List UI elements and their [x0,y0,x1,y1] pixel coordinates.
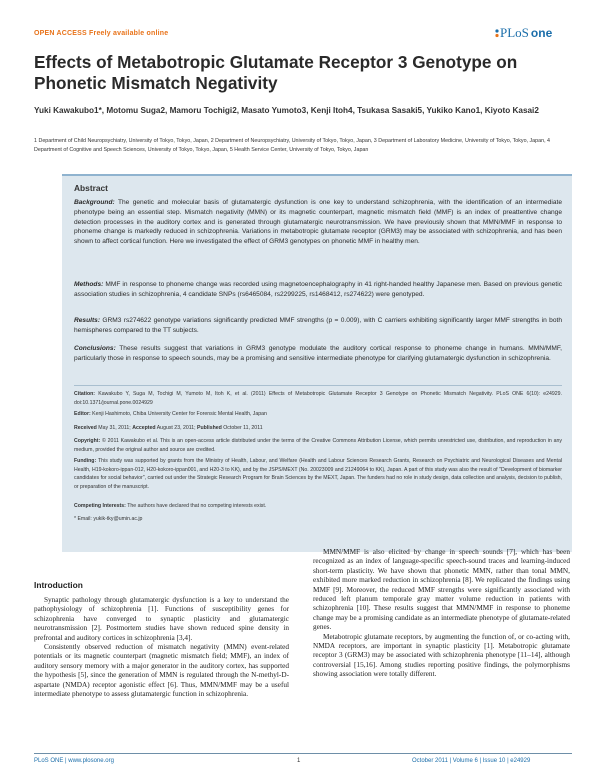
paragraph: Synaptic pathology through glutamatergic dysfunction is a key to understand the pathophysiology of schizophrenia [1]. Functions of susceptibility genes for schizophrenia have converged to synaptic plasticity and glutamatergic neurotransmission [2]. Postmortem studies have shown reduced spine density in prefrontal and auditory cortices in schizophrenia [3,4]. [34,596,289,642]
introduction-heading: Introduction [34,580,83,590]
competing-interests [74,502,562,511]
logo-one-text: one [530,26,553,40]
abstract-results [74,316,562,336]
open-access-label [34,30,168,37]
accepted-label: Accepted [132,425,156,431]
body-left-column [34,596,289,699]
logo-plos-text: PLoS [500,25,529,40]
abstract-methods [74,280,562,300]
abstract-background [74,198,562,247]
plos-one-logo [500,24,552,42]
results-label: Results: [74,317,101,324]
citation [74,390,562,407]
editor-label: Editor: [74,411,91,417]
editor [74,410,562,419]
author-list: Yuki Kawakubo1*, Motomu Suga2, Mamoru Tochigi2, Masato Yumoto3, Kenji Itoh4, Tsukasa Sasaki5, Yukiko Kano1, Kiyoto Kasai2 [34,106,539,115]
affiliations: 1 Department of Child Neuropsychiatry, University of Tokyo, Tokyo, Japan, 2 Department of Neuropsychiatry, University of Tokyo, Tokyo, Japan, 3 Department of Laboratory Medicine, University of Tokyo, Tokyo, Japan, 4 Department of Cognitive and Speech Sciences, University of Tokyo, Tokyo, Japan, 5 Health Service Center, University of Tokyo, Tokyo, Japan [34,138,551,154]
competing-label: Competing Interests: [74,503,126,509]
open-access-text: OPEN ACCESS Freely available online [34,30,169,37]
abstract-conclusions [74,344,562,364]
body-right-column [313,548,570,680]
paragraph: MMN/MMF is also elicited by change in speech sounds [7], which has been recognized as an index of language-specific speech-sound traces and learning-induced short-term plasticity. We have shown that phonetic MMN, rather than tonal MMN, exhibited more marked reduction in schizophrenia [8]. We replicated the findings using MMF [9]. Moreover, the reduced MMF strengths were significantly associated with reduced left planum temporale gray matter volume reduction in patients with schizophrenia [10]. These results suggest that MMN/MMF in response to phoneme change may be a promising candidate as an intermediate phenotype of glutamate-related genes. [313,548,570,632]
conclusions-text: These results suggest that variations in GRM3 genotype modulate the auditory cortical response to phoneme change in humans. MMN/MMF, particularly those in response to speech sounds, may be a promising and sensitive intermediate phenotype for clarifying glutamatergic dysfunction in schizophrenia. [74,345,562,362]
footer-rule [34,753,572,754]
editor-text: Kenji Hashimoto, Chiba University Center for Forensic Mental Health, Japan [92,411,267,417]
accepted-date: August 23, 2011; [156,425,196,431]
abstract-divider [74,385,562,386]
copyright-label: Copyright: [74,438,101,444]
dates [74,424,562,433]
methods-text: MMF in response to phoneme change was recorded using magnetoencephalography in 41 right-handed healthy Japanese men. Based on previous genetic association studies in schizophrenia, 4 candidate SNPs (rs6465084, rs2299225, rs1468412, rs274622) were genotyped. [74,281,562,298]
background-label: Background: [74,199,115,206]
article-title: Effects of Metabotropic Glutamate Receptor 3 Genotype on Phonetic Mismatch Negativity [34,52,518,93]
footer-journal-url[interactable]: PLoS ONE | www.plosone.org [34,758,114,764]
corresponding-email [74,515,562,524]
paragraph: Consistently observed reduction of mismatch negativity (MMN) event-related potentials or its magnetic counterpart (magnetic mismatch field; MMF), an index of auditory sensory memory with a major generator in the auditory cortex, has supported the hypothesis [5], since the generation of MMN is regulated through the N-methyl-D-aspartate (NMDA) receptor agonistic effect [6]. Thus, MMN/MMF may be a useful intermediate phenotype to assess glutamatergic function in schizophrenia. [34,643,289,699]
funding-label: Funding: [74,458,97,464]
abstract-top-rule [62,174,572,176]
received-date: May 31, 2011; [98,425,131,431]
competing-text: The authors have declared that no competing interests exist. [127,503,267,509]
conclusions-label: Conclusions: [74,345,116,352]
published-date: October 11, 2011 [223,425,263,431]
copyright-text: © 2011 Kawakubo et al. This is an open-access article distributed under the terms of the Creative Commons Attribution License, which permits unrestricted use, distribution, and reproduction in any medium, provided the original author and source are credited. [74,438,562,453]
funding [74,457,562,491]
footer-issue: October 2011 | Volume 6 | Issue 10 | e24929 [412,758,531,764]
citation-text: Kawakubo Y, Suga M, Tochigi M, Yumoto M, Itoh K, et al. (2011) Effects of Metabotropic Glutamate Receptor 3 Genotype on Phonetic Mismatch Negativity. PLoS ONE 6(10): e24929. doi:10.1371/journal.pone.0024929 [74,391,562,406]
copyright [74,437,562,454]
funding-text: This study was supported by grants from the Ministry of Health, Labour, and Welfare (Health and Labour Sciences Research Grants, Research on Psychiatric and Neurological Diseases and Mental Health, H19-kokoro-ippan-012, H20-kokoro-ippan001, and H20-3 to KK), and by the JSPS/MEXT (No. 20023009 and 21249064 to KK), Japan. A part of this study was also the result of "Development of biomarker candidates for social behavior", carried out under the Strategic Research Program for Brain Sciences by the MEXT, Japan. The funders had no role in study design, data collection and analysis, decision to publish, or preparation of the manuscript. [74,458,562,490]
background-text: The genetic and molecular basis of glutamatergic dysfunction is one key to understand schizophrenia, with the identification of an intermediate phenotype being an essential step. Mismatch negativity (MMN) or its magnetic counterpart, magnetic mismatch field (MMF) is an index of preattentive change detection processes in the auditory cortex and is generated through glutamatergic neurotransmission. We have previously shown that MMN/MMF in response to phoneme change is markedly reduced in schizophrenia. Variations in metabotropic glutamate receptor (GRM3) may be associated with schizophrenia, and has been shown to affect cortical function. Here we investigated the effect of GRM3 genotypes on phonetic MMF in healthy men. [74,199,563,246]
citation-label: Citation: [74,391,96,397]
results-text: GRM3 rs274622 genotype variations significantly predicted MMF strengths (p = 0.009), with C carriers exhibiting significantly larger MMF strengths in both hemispheres compared to the TT subjects. [74,317,562,334]
received-label: Received [74,425,97,431]
published-label: Published [197,425,222,431]
paragraph: Metabotropic glutamate receptors, by augmenting the function of, or co-acting with, NMDA receptors, are important in synaptic plasticity [1]. Metabotropic glutamate receptor 3 (GRM3) may be associated with schizophrenia phenotype [11–14], although controversial [15,16]. Among studies reporting positive findings, the polymorphisms showing association were totally different. [313,632,570,679]
page-number: 1 [297,758,301,764]
abstract-heading: Abstract [74,183,108,193]
methods-label: Methods: [74,281,104,288]
email-text[interactable]: * Email: yukik-tky@umin.ac.jp [74,516,143,522]
